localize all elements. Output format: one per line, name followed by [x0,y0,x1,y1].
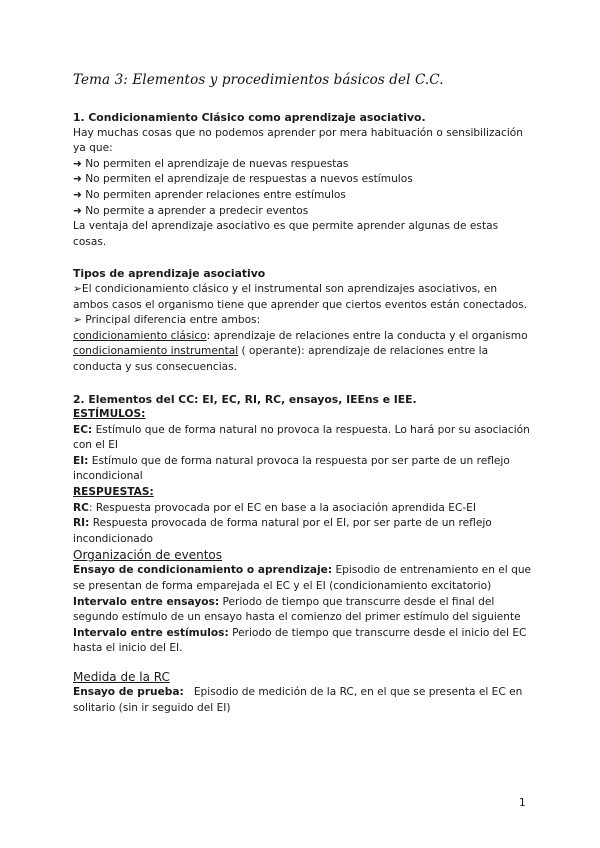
bullet-item: ➜ No permiten aprender relaciones entre estímulos [73,188,346,201]
medida-heading: Medida de la RC [73,670,170,684]
ensayo-definition [73,563,533,594]
intervalo-estimulos-definition [73,626,533,657]
ei-term: EI: [73,454,89,467]
rc-term: RC [73,501,89,514]
section-1-closing: La ventaja del aprendizaje asociativo es que permite aprender algunas de estas cosas. [73,220,499,248]
tipos-paragraph-1: ➢El condicionamiento clásico y el instrumental son aprendizajes asociativos, en ambos casos el organismo tiene que aprender que ciertos eventos están conectados. [73,282,528,311]
ci-def-text: ( operante): aprendizaje de relaciones entre la conducta y sus consecuencias. [73,345,489,373]
page-title: Tema 3: Elementos y procedimientos básicos del C.C. [73,72,444,88]
intervalo-ensayos-definition [73,595,533,626]
page-number: 1 [519,797,526,809]
bullet-item: ➜ No permiten el aprendizaje de nuevas respuestas [73,157,349,170]
ec-definition [73,423,533,454]
intervalo-estimulos-term: Intervalo entre estímulos: [73,626,229,639]
section-1-intro: Hay muchas cosas que no podemos aprender por mera habituación o sensibilización ya que: [73,126,523,155]
section-1-heading: 1. Condicionamiento Clásico como aprendizaje asociativo. [73,111,426,124]
section-2-heading: 2. Elementos del CC: EI, EC, RI, RC, ensayos, IEEns e IEE. [73,392,417,406]
ri-term: RI: [73,517,90,530]
ensayo-prueba-term: Ensayo de prueba: [73,686,184,698]
ei-definition [73,454,533,485]
ensayo-prueba-definition [73,685,533,716]
page-content [73,72,533,716]
cc-def-text: : aprendizaje de relaciones entre la conducta y el organismo [206,329,528,342]
cc-term: condicionamiento clásico [73,329,207,342]
ri-definition [73,516,533,547]
rc-def-text: : Respuesta provocada por el EC en base a la asociación aprendida EC-EI [88,501,476,514]
rc-definition [73,501,533,517]
intervalo-estimulos-def-text: Periodo de tiempo que transcurre desde el inicio del EC hasta el inicio del EI. [73,626,527,655]
ei-def-text: Estímulo que de forma natural provoca la respuesta por ser parte de un reflejo incondicional [73,454,510,483]
ensayo-def-text: Episodio de entrenamiento en el que se presentan de forma emparejada el EC y el EI (condicionamiento excitatorio) [73,564,532,593]
ec-def-text: Estímulo que de forma natural no provoca la respuesta. Lo hará por su asociación con el EI [73,423,530,452]
estimulos-heading: ESTÍMULOS: [73,408,146,421]
cc-definition [73,329,533,345]
ri-def-text: Respuesta provocada de forma natural por el EI, por ser parte de un reflejo incondicionado [73,517,492,545]
bullet-item: ➜ No permiten el aprendizaje de respuestas a nuevos estímulos [73,173,413,186]
bullet-item: ➜ No permite a aprender a predecir eventos [73,204,309,217]
tipos-heading: Tipos de aprendizaje asociativo [73,267,266,281]
tipos-paragraph-2: ➢ Principal diferencia entre ambos: [73,314,261,327]
intervalo-ensayos-def-text: Periodo de tiempo que transcurre desde el final del segundo estímulo de un ensayo hasta el comienzo del primer estímulo del siguiente [73,595,521,624]
ensayo-term: Ensayo de condicionamiento o aprendizaje: [73,564,333,577]
ci-term: condicionamiento instrumental [73,345,239,358]
ensayo-prueba-def-text: Episodio de medición de la RC, en el que se presenta el EC en solitario (sin ir seguido del EI) [73,686,526,714]
intervalo-ensayos-term: Intervalo entre ensayos: [73,595,220,608]
respuestas-heading: RESPUESTAS: [73,486,154,499]
organizacion-heading: Organización de eventos [73,548,223,563]
ec-term: EC: [73,423,93,436]
ci-definition [73,344,533,375]
